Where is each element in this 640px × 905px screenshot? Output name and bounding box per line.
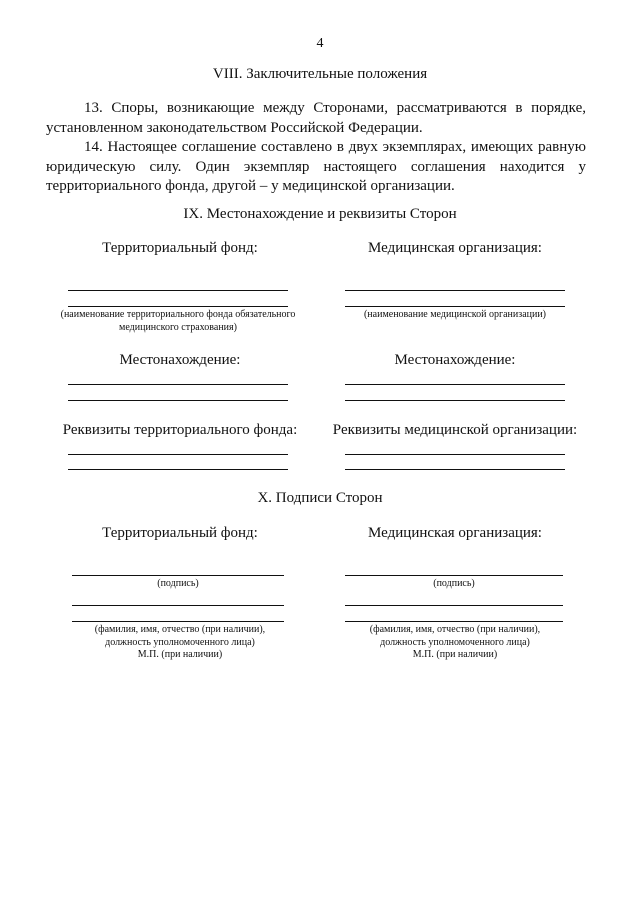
org-name-caption: (наименование медицинской организации) <box>363 309 547 320</box>
signature-fund-label: Территориальный фонд: <box>102 525 258 541</box>
org-location-line-1 <box>345 384 565 385</box>
org-name-line-1 <box>345 290 565 291</box>
section-9-title: IX. Местонахождение и реквизиты Сторон <box>183 206 457 222</box>
section-8-title: VIII. Заключительные положения <box>212 66 428 82</box>
fund-signature-line <box>72 575 284 576</box>
fund-fio-caption-line-2: должность уполномоченного лица) <box>105 636 255 648</box>
org-requisites-line-2 <box>345 469 565 470</box>
fund-requisites-line-2 <box>68 469 288 470</box>
fund-fio-caption-line-1: (фамилия, имя, отчество (при наличии), <box>94 624 266 635</box>
fund-requisites-label: Реквизиты территориального фонда: <box>62 422 298 438</box>
fund-location-line-1 <box>68 384 288 385</box>
org-signature-caption: (подпись) <box>433 578 475 589</box>
org-requisites-line-1 <box>345 454 565 455</box>
org-requisites-label: Реквизиты медицинской организации: <box>332 422 578 438</box>
org-fio-caption-line-2: должность уполномоченного лица) <box>380 636 530 648</box>
org-fio-caption <box>322 624 588 662</box>
fund-fio-line-2 <box>72 621 284 622</box>
fund-fio-caption <box>48 624 312 662</box>
fund-requisites-line-1 <box>68 454 288 455</box>
territorial-fund-label: Территориальный фонд: <box>102 240 258 256</box>
fund-signature-caption: (подпись) <box>157 578 199 589</box>
fund-name-caption <box>40 309 316 334</box>
paragraph-14: 14. Настоящее соглашение составлено в двух экземплярах, имеющих равную юридическую силу. Один экземпляр настоящего соглашения находится у территориального фонда, другой – у медицинской организации. <box>46 139 586 194</box>
fund-location-label: Местонахождение: <box>119 352 241 368</box>
fund-name-line-1 <box>68 290 288 291</box>
fund-location-line-2 <box>68 400 288 401</box>
medical-organization-label: Медицинская организация: <box>368 240 542 256</box>
org-location-line-2 <box>345 400 565 401</box>
org-name-line-2 <box>345 306 565 307</box>
section-10-title: X. Подписи Сторон <box>257 490 383 506</box>
org-signature-line <box>345 575 563 576</box>
org-fio-line-2 <box>345 621 563 622</box>
signature-org-label: Медицинская организация: <box>368 525 542 541</box>
fund-name-caption-line-2: медицинского страхования) <box>119 321 237 333</box>
org-fio-line-1 <box>345 605 563 606</box>
page-number: 4 <box>316 36 324 51</box>
org-fio-caption-line-1: (фамилия, имя, отчество (при наличии), <box>369 624 541 635</box>
org-location-label: Местонахождение: <box>394 352 516 368</box>
fund-fio-line-1 <box>72 605 284 606</box>
fund-name-caption-line-1: (наименование территориального фонда обязательного <box>60 309 296 320</box>
fund-name-line-2 <box>68 306 288 307</box>
fund-stamp-caption: М.П. (при наличии) <box>137 649 223 660</box>
paragraph-13: 13. Споры, возникающие между Сторонами, рассматриваются в порядке, установленном законодательством Российской Федерации. <box>46 100 586 136</box>
org-stamp-caption: М.П. (при наличии) <box>412 649 498 660</box>
